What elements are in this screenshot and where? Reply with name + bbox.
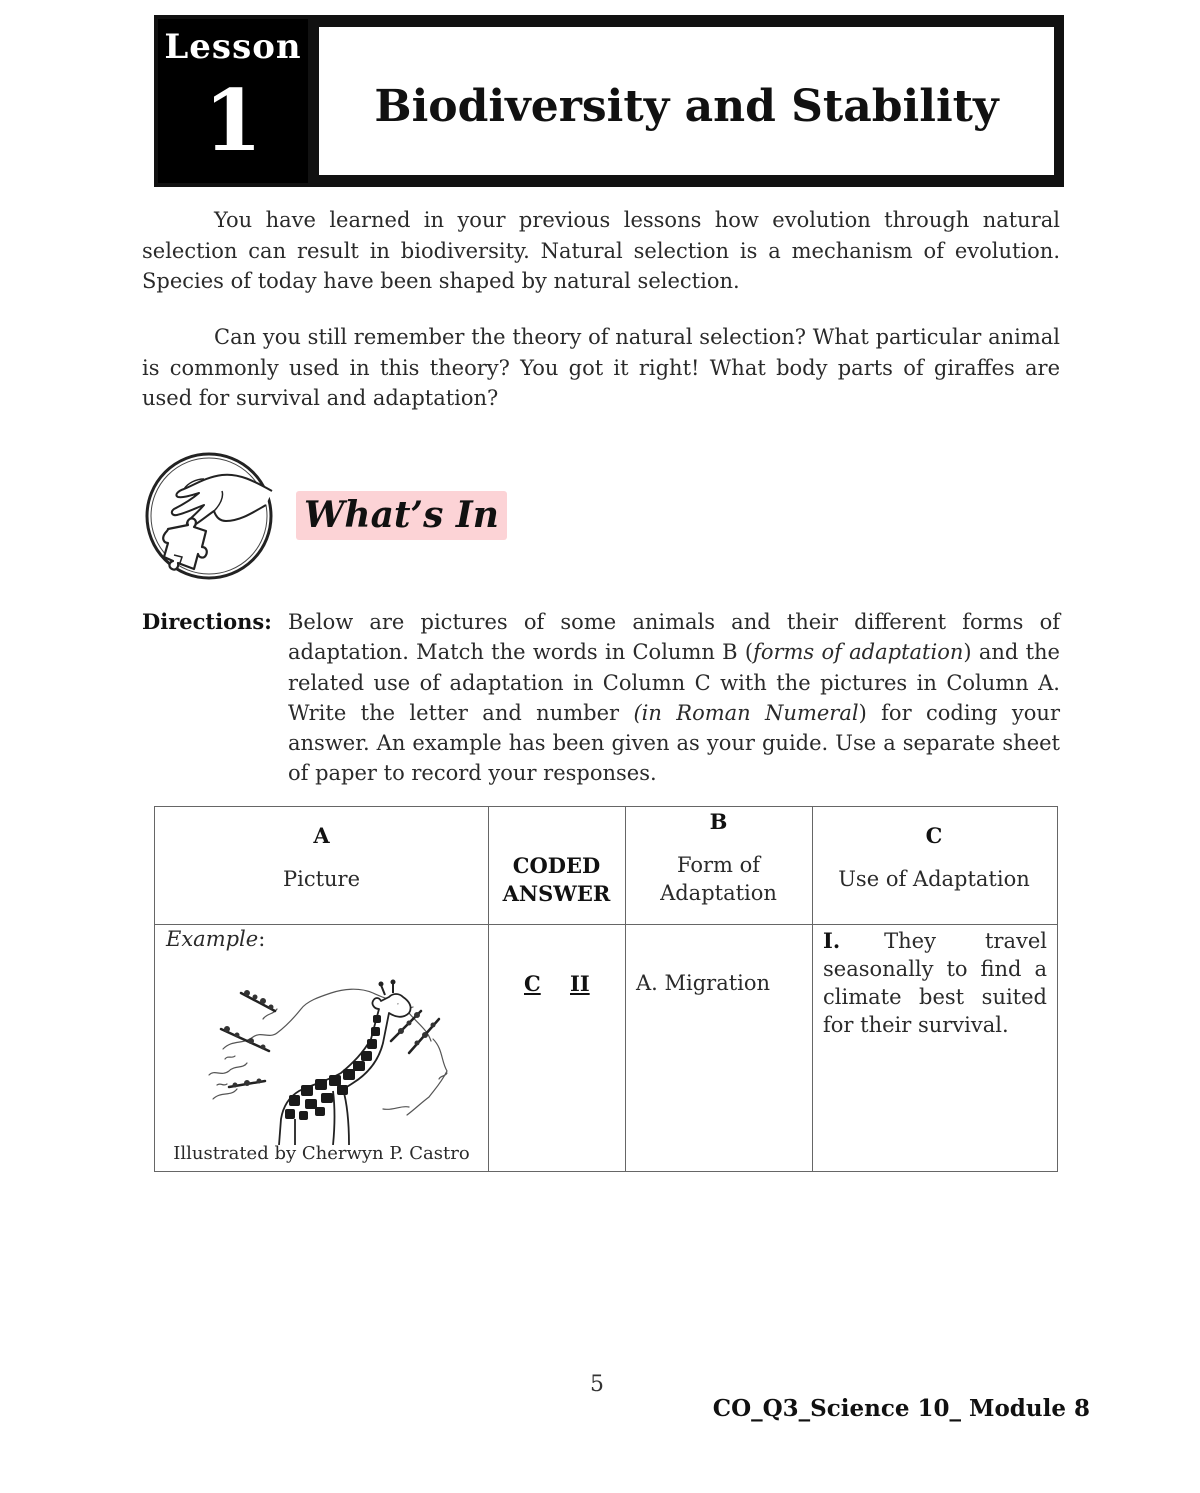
column-a-label: Picture [282, 867, 361, 891]
lesson-word: Lesson [164, 27, 302, 67]
giraffe-illustration [203, 979, 453, 1145]
coded-answer-letter: C [524, 971, 541, 996]
column-c-letter: C [925, 823, 943, 848]
directions-text-part-5: ) for coding your answer. An example has been given as your guide. Use a separate sheet of paper to record your responses. [288, 700, 1060, 786]
form-of-adaptation: A. Migration [636, 971, 771, 995]
use-of-adaptation [823, 927, 1047, 1039]
coded-answer-numeral: II [570, 971, 590, 996]
table-divider [812, 807, 813, 1171]
example-label-colon: : [258, 927, 266, 951]
use-numeral: I. [823, 928, 841, 953]
illustration-credit: Illustrated by Cherwyn P. Castro [173, 1143, 470, 1164]
column-a-letter: A [313, 823, 330, 848]
coded-answer-header-line-1: CODED [512, 853, 601, 878]
use-text-1: They travel [884, 929, 1047, 953]
use-line-1-words [840, 927, 1047, 955]
lesson-badge [158, 19, 308, 183]
directions-text-italic-2: (in Roman Numeral [633, 700, 859, 725]
lesson-title: Biodiversity and Stability [374, 81, 999, 132]
matching-table [154, 806, 1058, 1172]
intro-paragraph-2: Can you still remember the theory of natural selection? What particular animal is commonly used in this theory? You got it right! What body parts of giraffes are used for survival and adaptation? [142, 325, 1060, 410]
hand-puzzle-piece-icon [144, 451, 274, 581]
column-b-letter: B [709, 809, 728, 834]
section-title-whats-in: What’s In [296, 491, 507, 540]
directions-text [288, 607, 1060, 789]
title-box [316, 24, 1057, 178]
coded-answer-header-line-2: ANSWER [502, 881, 611, 906]
module-code: CO_Q3_Science 10_ Module 8 [712, 1395, 1090, 1422]
directions-text-part-1: Below are pictures of some animals and their different forms of adaptation. Match the words in Column B ( [288, 610, 1060, 665]
column-c-label: Use of Adaptation [838, 867, 1030, 891]
page-number: 5 [590, 1372, 604, 1397]
lesson-header [154, 15, 1064, 187]
use-line-1 [823, 927, 1047, 955]
use-text-3: climate best suited [823, 985, 1047, 1009]
table-header-divider [155, 924, 1057, 925]
column-b-label-line-1: Form of [676, 853, 761, 877]
use-text-2: seasonally to find a [823, 957, 1047, 981]
column-b-label-line-2: Adaptation [660, 881, 777, 905]
directions-text-italic-1: forms of adaptation [753, 640, 964, 665]
intro-paragraph-1: You have learned in your previous lessons how evolution through natural selection can result in biodiversity. Natural selection is a mechanism of evolution. Species of today have been shaped by natural selection. [142, 208, 1060, 293]
directions-label: Directions: [142, 609, 272, 634]
example-label-text: Example [166, 927, 259, 951]
use-text-4: for their survival. [823, 1013, 1009, 1037]
example-label [166, 927, 265, 951]
directions-text-part-3: ) and the related use of adaptation in Column C with the pictures in Column A. Write the letter and number [288, 640, 1060, 725]
lesson-number: 1 [203, 71, 263, 170]
